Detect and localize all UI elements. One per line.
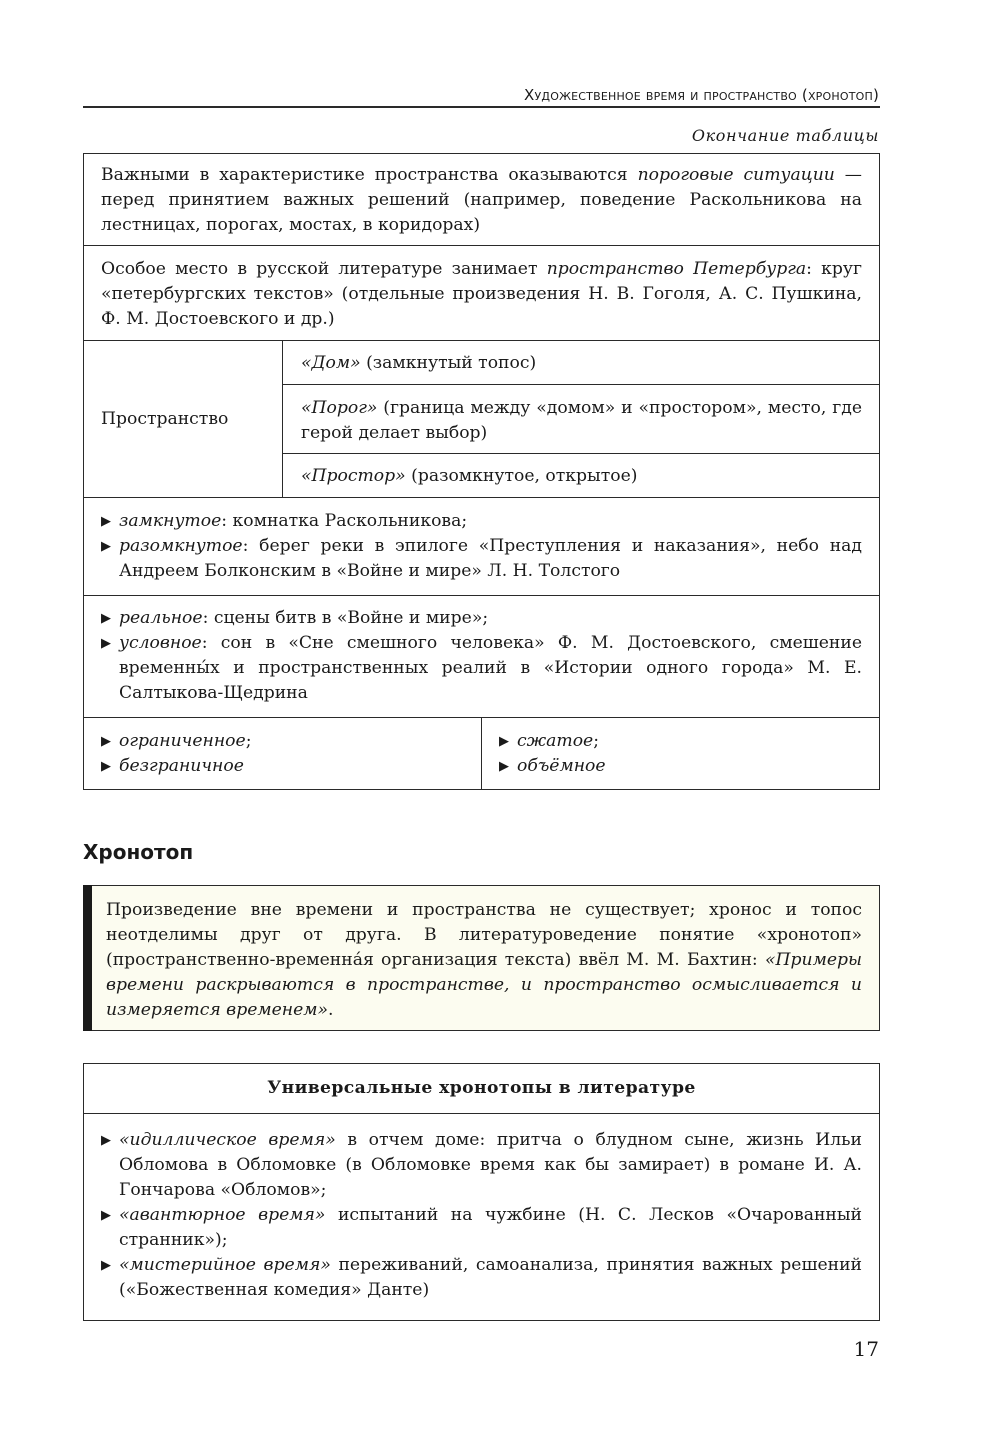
list-item: ▶ условное: сон в «Сне смешного человека» Ф. М. Достоевского, смешение временны́х и пространственных реалий в «Истории одного города» М. Е. Салтыкова-Щедрина — [101, 633, 862, 703]
table-continuation-label: Окончание таблицы — [691, 126, 879, 145]
table-divider — [282, 453, 880, 454]
space-label: Пространство — [101, 409, 229, 429]
list-item: ▶ ограниченное; — [101, 729, 471, 754]
list-item: ▶ безграничное — [101, 754, 471, 779]
definition-text: Произведение вне времени и пространства не существует; хронос и топос неотделимы друг от друга. В литературоведение понятие «хронотоп» (пространственно-временна́я организация текста) ввёл М. М. Бахтин: «Примеры времени раскрываются в пространстве, и пространство осмысливается и измеряется временем». — [106, 900, 862, 1020]
list-item: ▶ объёмное — [499, 754, 869, 779]
list-item: ▶ «мистерийное время» переживаний, самоанализа, принятия важных решений («Божественная комедия» Данте) — [101, 1255, 862, 1300]
section-title: Хронотоп — [83, 840, 194, 864]
list-item: ▶ «авантюрное время» испытаний на чужбине (Н. С. Лесков «Очарованный странник»); — [101, 1205, 862, 1250]
page-number: 17 — [853, 1337, 879, 1361]
running-title: Художественное время и пространство (хронотоп) — [524, 86, 879, 104]
bullet-arrow-icon: ▶ — [101, 611, 111, 626]
table-row-closed-open — [101, 509, 862, 584]
list-item: ▶ сжатое; — [499, 729, 869, 754]
table-column-divider — [282, 340, 283, 497]
bullet-arrow-icon: ▶ — [101, 514, 111, 529]
list-item: ▶ замкнутое: комнатка Раскольникова; — [101, 509, 862, 534]
space-item-expanse: «Простор» (разомкнутое, открытое) — [301, 466, 638, 486]
table-row-compressed — [499, 729, 869, 779]
table-divider — [83, 340, 880, 341]
space-item-home: «Дом» (замкнутый топос) — [301, 353, 537, 373]
universal-list — [101, 1128, 862, 1303]
table-row-threshold: Важными в характеристике пространства оказываются пороговые ситуации — перед принятием важных решений (например, поведение Раскольникова на лестницах, порогах, мостах, в коридорах) — [101, 165, 862, 235]
bullet-arrow-icon: ▶ — [101, 539, 111, 554]
table-divider — [83, 497, 880, 498]
space-item-threshold: «Порог» (граница между «домом» и «простором», место, где герой делает выбор) — [301, 398, 862, 443]
bullet-arrow-icon: ▶ — [101, 1133, 111, 1148]
bullet-arrow-icon: ▶ — [101, 734, 111, 749]
table-divider — [83, 245, 880, 246]
table-divider — [282, 384, 880, 385]
table-row-limited — [101, 729, 471, 779]
bullet-arrow-icon: ▶ — [101, 1208, 111, 1223]
bullet-arrow-icon: ▶ — [499, 734, 509, 749]
bullet-arrow-icon: ▶ — [499, 759, 509, 774]
table-column-divider — [481, 717, 482, 790]
list-item: ▶ реальное: сцены битв в «Войне и мире»; — [101, 606, 862, 631]
bullet-arrow-icon: ▶ — [101, 636, 111, 651]
table-divider — [83, 1113, 880, 1114]
definition-accent-bar — [83, 885, 92, 1031]
bullet-arrow-icon: ▶ — [101, 759, 111, 774]
table-row-petersburg: Особое место в русской литературе занимает пространство Петербурга: круг «петербургских текстов» (отдельные произведения Н. В. Гоголя, А. С. Пушкина, Ф. М. Достоевского и др.) — [101, 259, 862, 329]
header-rule — [83, 106, 880, 108]
universal-title: Универсальные хронотопы в литературе — [267, 1078, 696, 1098]
list-item: ▶ разомкнутое: берег реки в эпилоге «Преступления и наказания», небо над Андреем Болконским в «Войне и мире» Л. Н. Толстого — [101, 536, 862, 581]
list-item: ▶ «идиллическое время» в отчем доме: притча о блудном сыне, жизнь Ильи Обломова в Обломовке (в Обломовке время как бы замирает) в романе И. А. Гончарова «Обломов»; — [101, 1130, 862, 1200]
table-divider — [83, 595, 880, 596]
bullet-arrow-icon: ▶ — [101, 1258, 111, 1273]
table-row-real-conditional — [101, 606, 862, 706]
